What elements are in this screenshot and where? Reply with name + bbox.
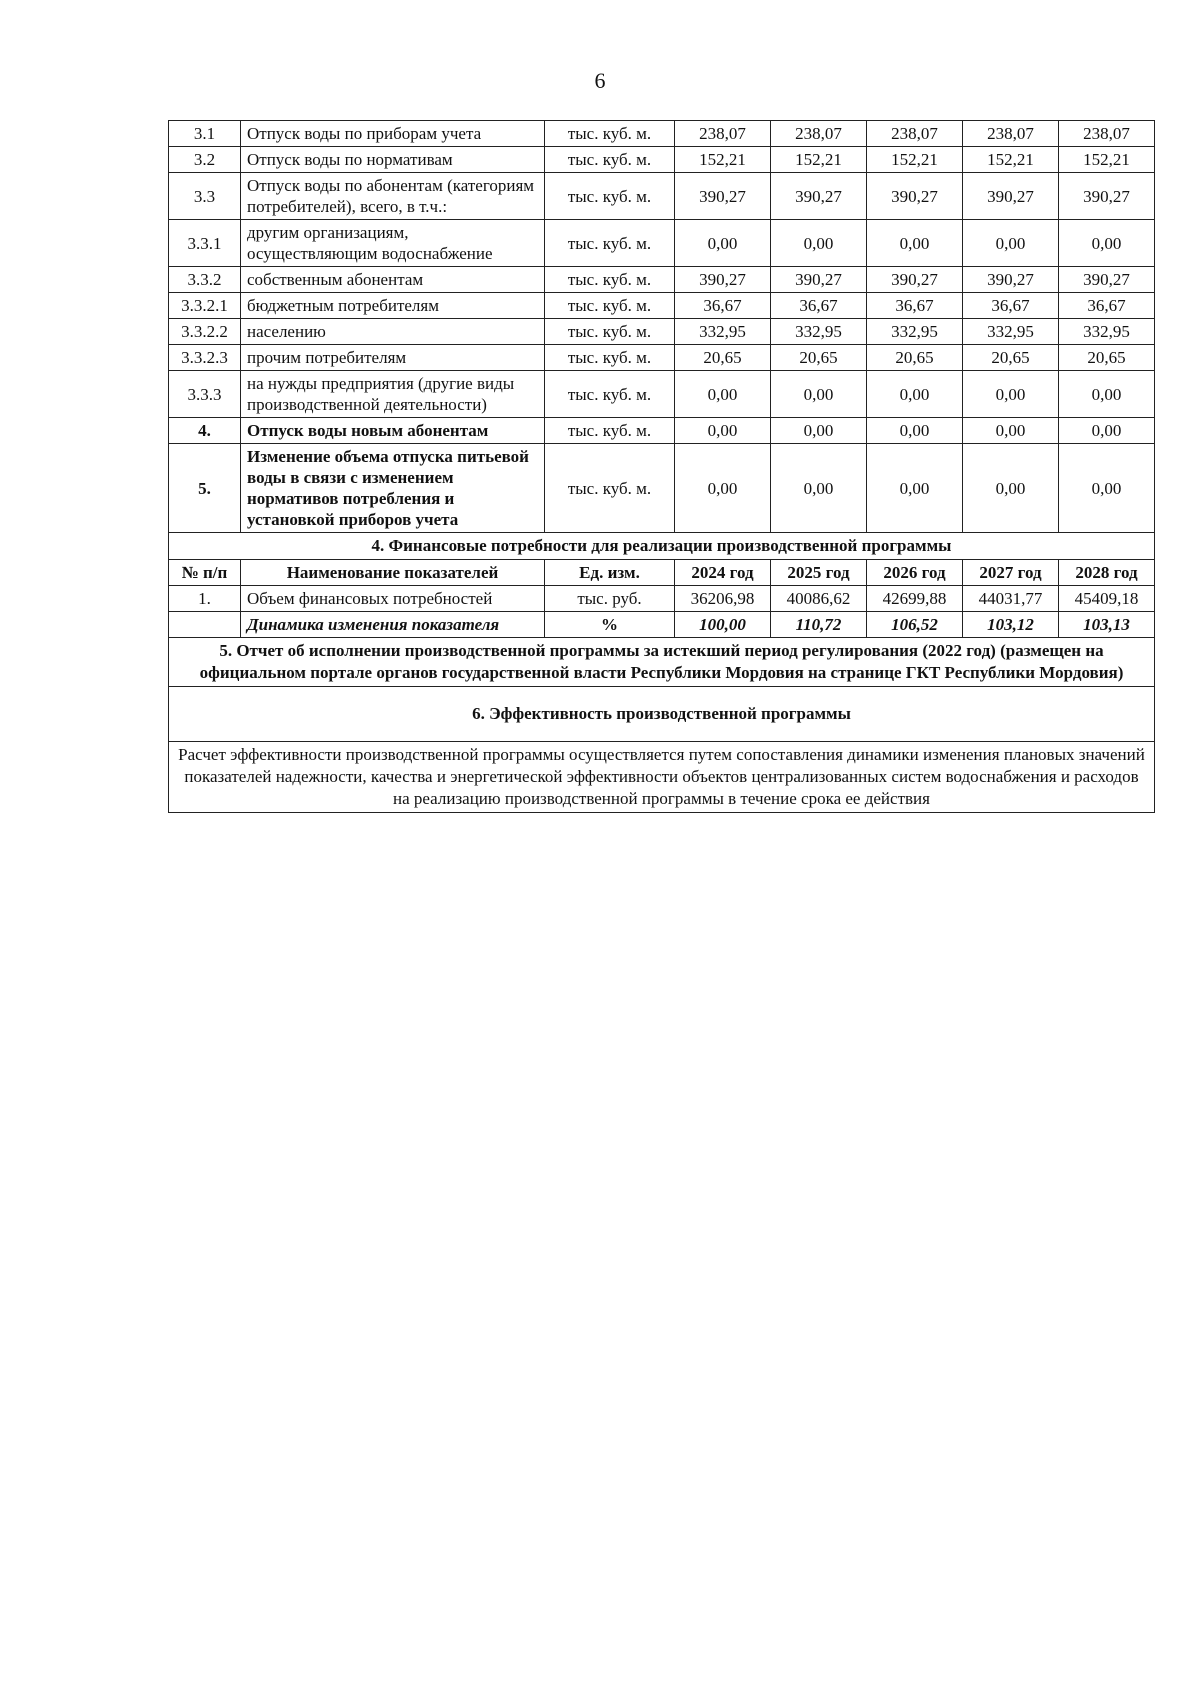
header-year-2028: 2028 год	[1059, 560, 1155, 586]
value-cell: 36,67	[963, 293, 1059, 319]
indicator-name: Отпуск воды по приборам учета	[241, 121, 545, 147]
value-cell: 332,95	[963, 319, 1059, 345]
value-cell: 332,95	[771, 319, 867, 345]
value-cell: 0,00	[771, 220, 867, 267]
value-cell: 390,27	[771, 173, 867, 220]
value-cell: 0,00	[1059, 220, 1155, 267]
value-cell: 0,00	[1059, 444, 1155, 533]
row-number: 4.	[169, 418, 241, 444]
indicator-row	[169, 147, 1155, 173]
value-cell: 0,00	[867, 418, 963, 444]
indicator-name: Отпуск воды новым абонентам	[241, 418, 545, 444]
indicators-table	[168, 120, 1155, 813]
value-cell: 390,27	[675, 173, 771, 220]
unit-cell: тыс. куб. м.	[545, 444, 675, 533]
section4-title: 4. Финансовые потребности для реализации производственной программы	[169, 533, 1155, 560]
indicator-row	[169, 121, 1155, 147]
section6-title: 6. Эффективность производственной программы	[169, 687, 1155, 742]
value-cell: 0,00	[867, 220, 963, 267]
finance-row	[169, 612, 1155, 638]
unit-cell: тыс. куб. м.	[545, 319, 675, 345]
value-cell: 36,67	[1059, 293, 1155, 319]
value-cell: 0,00	[963, 371, 1059, 418]
value-cell: 110,72	[771, 612, 867, 638]
row-number: 3.3.2	[169, 267, 241, 293]
unit-cell: тыс. куб. м.	[545, 371, 675, 418]
value-cell: 390,27	[867, 267, 963, 293]
value-cell: 20,65	[963, 345, 1059, 371]
header-year-2027: 2027 год	[963, 560, 1059, 586]
unit-cell: тыс. куб. м.	[545, 418, 675, 444]
unit-cell: тыс. куб. м.	[545, 121, 675, 147]
value-cell: 238,07	[675, 121, 771, 147]
value-cell: 332,95	[675, 319, 771, 345]
header-unit: Ед. изм.	[545, 560, 675, 586]
value-cell: 390,27	[675, 267, 771, 293]
value-cell: 0,00	[1059, 371, 1155, 418]
value-cell: 238,07	[963, 121, 1059, 147]
row-number: 5.	[169, 444, 241, 533]
value-cell: 40086,62	[771, 586, 867, 612]
value-cell: 390,27	[1059, 173, 1155, 220]
header-year-2026: 2026 год	[867, 560, 963, 586]
indicator-name: собственным абонентам	[241, 267, 545, 293]
value-cell: 0,00	[675, 444, 771, 533]
value-cell: 100,00	[675, 612, 771, 638]
section6-text-row	[169, 742, 1155, 813]
value-cell: 238,07	[867, 121, 963, 147]
value-cell: 36,67	[867, 293, 963, 319]
value-cell: 0,00	[771, 371, 867, 418]
value-cell: 152,21	[1059, 147, 1155, 173]
unit-cell: тыс. руб.	[545, 586, 675, 612]
indicators-table-body	[169, 121, 1155, 533]
unit-cell: тыс. куб. м.	[545, 293, 675, 319]
value-cell: 152,21	[675, 147, 771, 173]
value-cell: 0,00	[867, 444, 963, 533]
indicator-row	[169, 371, 1155, 418]
value-cell: 103,13	[1059, 612, 1155, 638]
header-num: № п/п	[169, 560, 241, 586]
indicator-row	[169, 345, 1155, 371]
header-year-2025: 2025 год	[771, 560, 867, 586]
value-cell: 332,95	[1059, 319, 1155, 345]
finance-header-row	[169, 560, 1155, 586]
indicator-name: другим организациям, осуществляющим водоснабжение	[241, 220, 545, 267]
finance-row	[169, 586, 1155, 612]
value-cell: 0,00	[675, 371, 771, 418]
section5-row	[169, 638, 1155, 687]
value-cell: 45409,18	[1059, 586, 1155, 612]
indicator-row	[169, 293, 1155, 319]
unit-cell: тыс. куб. м.	[545, 267, 675, 293]
section6-title-row	[169, 687, 1155, 742]
footer-sections	[169, 638, 1155, 813]
value-cell: 20,65	[867, 345, 963, 371]
indicator-name: бюджетным потребителям	[241, 293, 545, 319]
row-number	[169, 612, 241, 638]
unit-cell: тыс. куб. м.	[545, 345, 675, 371]
indicator-name: Отпуск воды по нормативам	[241, 147, 545, 173]
indicator-row	[169, 173, 1155, 220]
indicator-name: Динамика изменения показателя	[241, 612, 545, 638]
document-body	[168, 120, 1154, 813]
value-cell: 0,00	[1059, 418, 1155, 444]
indicator-row	[169, 319, 1155, 345]
header-name: Наименование показателей	[241, 560, 545, 586]
value-cell: 0,00	[963, 418, 1059, 444]
unit-cell: тыс. куб. м.	[545, 173, 675, 220]
finance-table-body	[169, 533, 1155, 586]
value-cell: 0,00	[771, 418, 867, 444]
indicator-name: на нужды предприятия (другие виды производственной деятельности)	[241, 371, 545, 418]
value-cell: 332,95	[867, 319, 963, 345]
value-cell: 0,00	[771, 444, 867, 533]
row-number: 3.3.2.2	[169, 319, 241, 345]
value-cell: 20,65	[675, 345, 771, 371]
value-cell: 238,07	[1059, 121, 1155, 147]
indicator-row	[169, 418, 1155, 444]
value-cell: 152,21	[867, 147, 963, 173]
value-cell: 390,27	[771, 267, 867, 293]
value-cell: 152,21	[963, 147, 1059, 173]
indicator-row	[169, 220, 1155, 267]
value-cell: 152,21	[771, 147, 867, 173]
indicator-name: Отпуск воды по абонентам (категориям потребителей), всего, в т.ч.:	[241, 173, 545, 220]
value-cell: 36,67	[675, 293, 771, 319]
section4-title-row	[169, 533, 1155, 560]
indicator-row	[169, 267, 1155, 293]
row-number: 3.2	[169, 147, 241, 173]
unit-cell: тыс. куб. м.	[545, 147, 675, 173]
value-cell: 103,12	[963, 612, 1059, 638]
value-cell: 238,07	[771, 121, 867, 147]
value-cell: 0,00	[963, 444, 1059, 533]
value-cell: 36,67	[771, 293, 867, 319]
value-cell: 0,00	[675, 418, 771, 444]
row-number: 1.	[169, 586, 241, 612]
value-cell: 36206,98	[675, 586, 771, 612]
value-cell: 42699,88	[867, 586, 963, 612]
page-number: 6	[594, 68, 606, 93]
value-cell: 0,00	[963, 220, 1059, 267]
value-cell: 390,27	[963, 267, 1059, 293]
unit-cell: %	[545, 612, 675, 638]
value-cell: 390,27	[963, 173, 1059, 220]
section6-text: Расчет эффективности производственной программы осуществляется путем сопоставления динамики изменения плановых значений показателей надежности, качества и энергетической эффективности объектов централизованных систем водоснабжения и расходов на реализацию производственной программы в течение срока ее действия	[169, 742, 1155, 813]
value-cell: 390,27	[1059, 267, 1155, 293]
header-year-2024: 2024 год	[675, 560, 771, 586]
value-cell: 0,00	[675, 220, 771, 267]
row-number: 3.1	[169, 121, 241, 147]
row-number: 3.3.2.3	[169, 345, 241, 371]
indicator-name: Изменение объема отпуска питьевой воды в связи с изменением нормативов потребления и установкой приборов учета	[241, 444, 545, 533]
section5-title: 5. Отчет об исполнении производственной программы за истекший период регулирования (2022 год) (размещен на официальном портале органов государственной власти Республики Мордовия на странице ГКТ Республики Мордовия)	[169, 638, 1155, 687]
unit-cell: тыс. куб. м.	[545, 220, 675, 267]
row-number: 3.3.2.1	[169, 293, 241, 319]
finance-rows-body	[169, 586, 1155, 638]
value-cell: 0,00	[867, 371, 963, 418]
row-number: 3.3	[169, 173, 241, 220]
value-cell: 20,65	[771, 345, 867, 371]
row-number: 3.3.3	[169, 371, 241, 418]
value-cell: 390,27	[867, 173, 963, 220]
indicator-name: населению	[241, 319, 545, 345]
value-cell: 20,65	[1059, 345, 1155, 371]
value-cell: 44031,77	[963, 586, 1059, 612]
value-cell: 106,52	[867, 612, 963, 638]
indicator-row	[169, 444, 1155, 533]
indicator-name: прочим потребителям	[241, 345, 545, 371]
indicator-name: Объем финансовых потребностей	[241, 586, 545, 612]
row-number: 3.3.1	[169, 220, 241, 267]
